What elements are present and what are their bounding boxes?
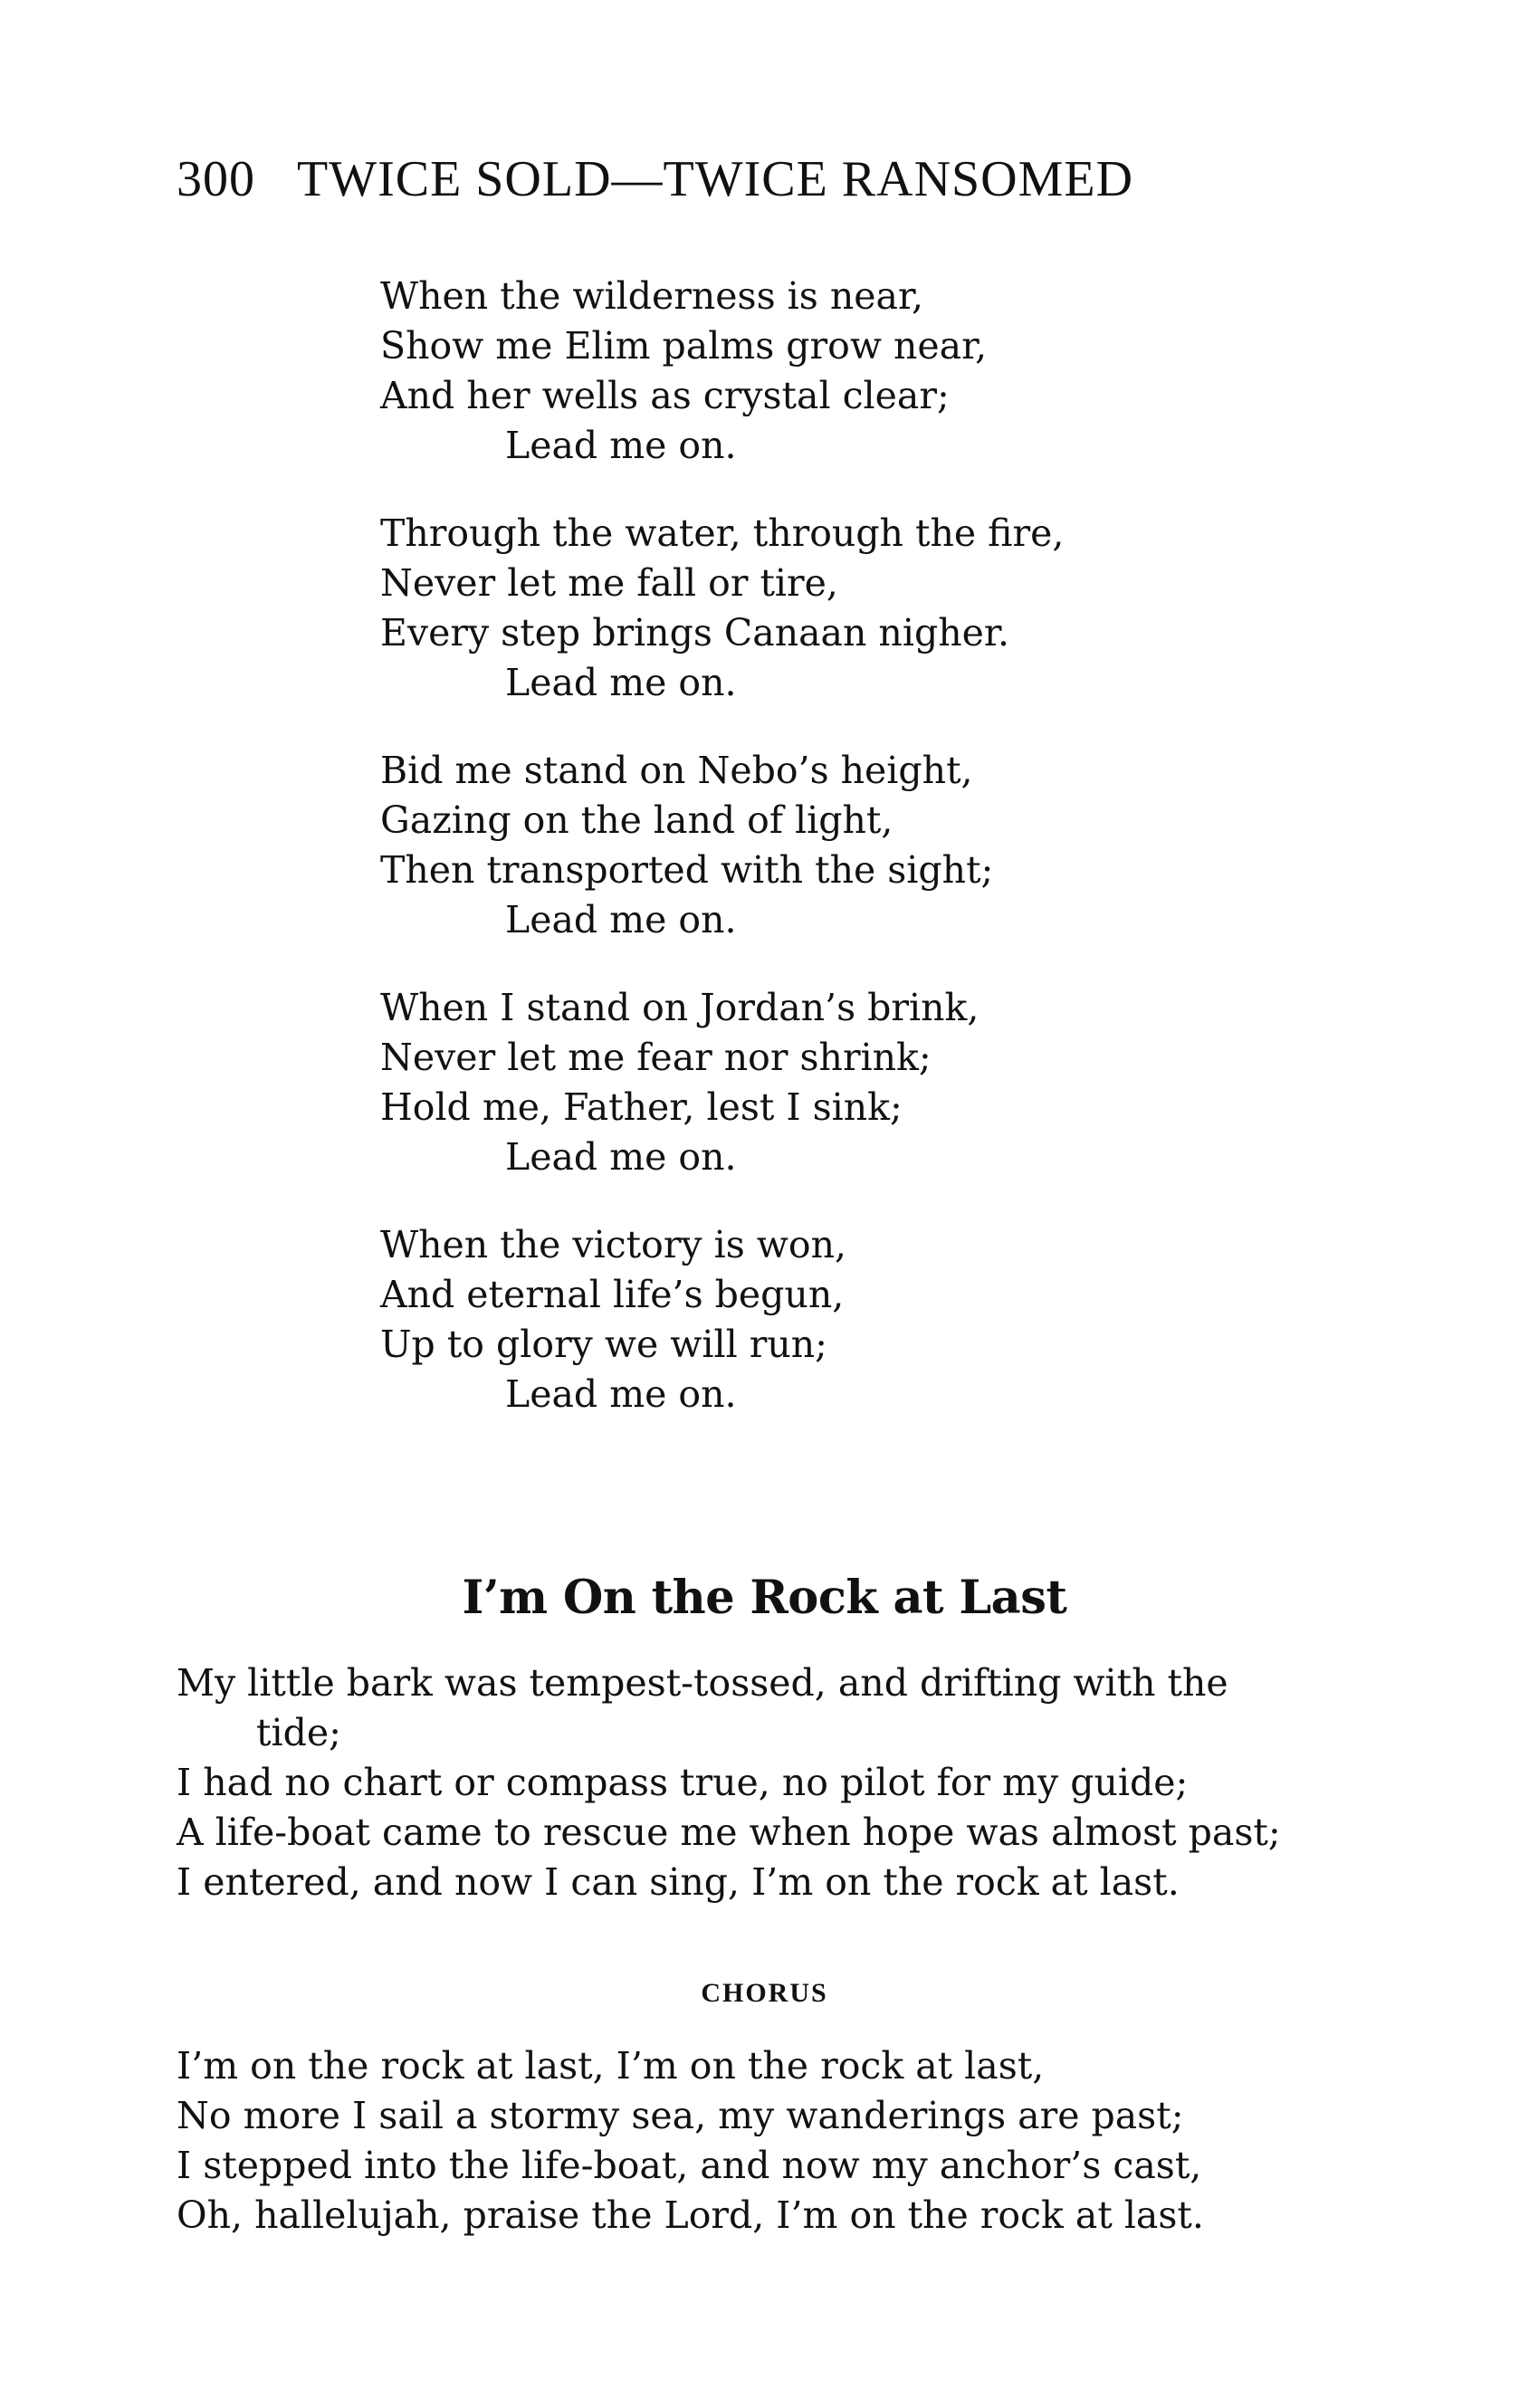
- poem-line: Bid me stand on Nebo’s height,: [380, 749, 973, 792]
- poem: [380, 272, 1064, 1457]
- poem-line: Up to glory we will run;: [380, 1323, 827, 1366]
- song-title: I’m On the Rock at Last: [462, 1571, 1067, 1625]
- poem-line: When the wilderness is near,: [380, 274, 924, 318]
- verse-line: I had no chart or compass true, no pilot for my guide;: [177, 1761, 1189, 1804]
- poem-stanza: [380, 983, 1064, 1182]
- poem-line: When the victory is won,: [380, 1223, 847, 1266]
- poem-line: Then transported with the sight;: [380, 848, 994, 892]
- verse-line-continuation: tide;: [256, 1711, 341, 1754]
- song-chorus: [177, 2041, 1204, 2241]
- poem-stanza: [380, 272, 1064, 471]
- verse-line: A life-boat came to rescue me when hope was almost past;: [177, 1811, 1281, 1854]
- running-header: [177, 151, 1134, 207]
- poem-line: Hold me, Father, lest I sink;: [380, 1085, 903, 1129]
- poem-refrain: Lead me on.: [505, 1372, 737, 1416]
- chorus-line: No more I sail a stormy sea, my wanderings are past;: [177, 2094, 1184, 2137]
- poem-line: Show me Elim palms grow near,: [380, 324, 988, 368]
- poem-refrain: Lead me on.: [505, 1135, 737, 1179]
- chorus-line: I’m on the rock at last, I’m on the rock at last,: [177, 2044, 1045, 2088]
- chorus-line: I stepped into the life-boat, and now my anchor’s cast,: [177, 2144, 1202, 2187]
- chorus-line: Oh, hallelujah, praise the Lord, I’m on the rock at last.: [177, 2193, 1204, 2237]
- poem-line: Through the water, through the fire,: [380, 511, 1065, 555]
- running-title: TWICE SOLD—TWICE RANSOMED: [297, 151, 1134, 207]
- song-verse: [177, 1658, 1362, 1907]
- page-number: 300: [177, 151, 255, 207]
- poem-stanza: [380, 509, 1064, 708]
- poem-refrain: Lead me on.: [505, 898, 737, 941]
- chorus-label: CHORUS: [701, 1978, 828, 2008]
- poem-line: Every step brings Canaan nigher.: [380, 611, 1009, 655]
- poem-refrain: Lead me on.: [505, 661, 737, 704]
- verse-line: I entered, and now I can sing, I’m on the rock at last.: [177, 1860, 1180, 1904]
- poem-stanza: [380, 746, 1064, 945]
- verse-line: My little bark was tempest-tossed, and drifting with the: [177, 1661, 1228, 1705]
- poem-refrain: Lead me on.: [505, 424, 737, 467]
- poem-line: And her wells as crystal clear;: [380, 374, 950, 417]
- poem-line: Never let me fall or tire,: [380, 561, 838, 605]
- poem-line: Never let me fear nor shrink;: [380, 1036, 932, 1079]
- poem-line: When I stand on Jordan’s brink,: [380, 986, 980, 1029]
- poem-line: And eternal life’s begun,: [380, 1273, 845, 1316]
- poem-line: Gazing on the land of light,: [380, 798, 894, 842]
- poem-stanza: [380, 1220, 1064, 1419]
